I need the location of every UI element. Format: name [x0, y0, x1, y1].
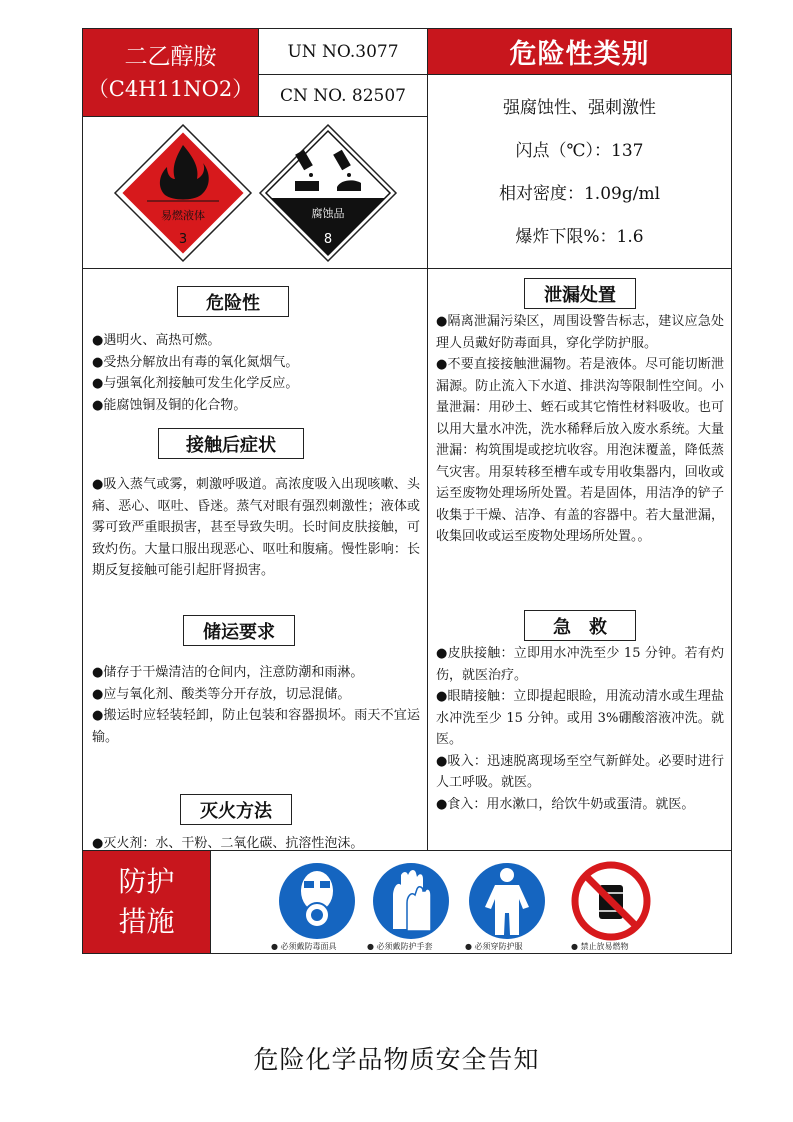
spill-section-text — [436, 311, 724, 548]
hazard-item: ●遇明火、高热可燃。 — [92, 333, 221, 348]
protection-icons-svg — [211, 851, 731, 953]
storage-item: ●应与氧化剂、酸类等分开存放，切忌混储。 — [92, 686, 351, 702]
protective-suit-caption: ● 必须穿防护服 — [465, 942, 523, 951]
right-column — [428, 269, 731, 851]
hazard-section-title: 危险性 — [177, 286, 289, 317]
first-aid-item: ●吸入：迅速脱离现场至空气新鲜处。必要时进行人工呼吸。就医。 — [436, 753, 724, 790]
spill-section-title: 泄漏处置 — [524, 278, 636, 309]
cn-number: CN NO. 82507 — [259, 75, 428, 117]
first-aid-item: ●眼睛接触：立即提起眼睑，用流动清水或生理盐水冲洗至少 15 分钟。或用 3%硼酸溶液冲洗。就医。 — [436, 689, 724, 747]
corrosive-class-number: 8 — [323, 232, 333, 247]
protection-title-cell — [83, 851, 211, 953]
un-number: UN NO.3077 — [259, 29, 428, 75]
hazard-item: ●与强氧化剂接触可发生化学反应。 — [92, 376, 299, 391]
storage-item: ●搬运时应轻装轻卸，防止包装和容器损坏。雨天不宜运输。 — [92, 708, 420, 745]
hazard-category-title: 危险性类别 — [509, 39, 650, 70]
spill-item: ●不要直接接触泄漏物。若是液体。尽可能切断泄漏源。防止流入下水道、排洪沟等限制性空间。小量泄漏：用砂土、蛭石或其它惰性材料吸收。也可以用大量水冲洗，洗水稀释后放入废水系统。大量泄漏：构筑围堤或挖坑收容。用泡沫覆盖，降低蒸气灾害。用泵转移至槽车或专用收集器内，回收或运至废物处理场所处置。若是固体，用洁净的铲子收集于干燥、洁净、有盖的容器中。若大量泄漏，收集回收或运至废物处理场所处置。。 — [436, 357, 724, 544]
property-flash-point: 闪点（℃）：137 — [515, 141, 644, 161]
symptoms-section-text — [92, 474, 420, 582]
flammable-liquid-sign — [115, 125, 251, 261]
chemical-name: 二乙醇胺 — [124, 43, 217, 70]
page-footer-title: 危险化学品物质安全告知 — [253, 1045, 540, 1074]
protection-title-line2: 措施 — [118, 905, 175, 938]
hazard-category-header — [428, 29, 731, 75]
hazard-item: ●受热分解放出有毒的氧化氮烟气。 — [92, 354, 299, 370]
storage-section-text — [92, 662, 420, 748]
hazard-diamonds — [83, 117, 428, 269]
gloves-caption: ● 必须戴防护手套 — [367, 942, 433, 951]
first-aid-section-text — [436, 643, 724, 815]
first-aid-item: ●皮肤接触：立即用水冲洗至少 15 分钟。若有灼伤，就医治疗。 — [436, 646, 724, 683]
no-flammables-icon — [575, 865, 647, 937]
left-column — [83, 269, 428, 851]
hazard-item: ●能腐蚀铜及铜的化合物。 — [92, 397, 247, 413]
protective-suit-icon — [469, 863, 545, 939]
spill-item: ●隔离泄漏污染区，周围设警告标志，建议应急处理人员戴好防毒面具，穿化学防护服。 — [436, 314, 724, 351]
storage-section-title: 储运要求 — [183, 615, 295, 646]
property-corrosivity: 强腐蚀性、强刺激性 — [503, 98, 656, 118]
hazard-signs — [83, 117, 428, 269]
hazard-properties — [428, 75, 731, 269]
symptoms-section-title: 接触后症状 — [158, 428, 304, 459]
property-explosion-limit: 爆炸下限%：1.6 — [515, 227, 644, 247]
safety-card — [82, 28, 732, 954]
hazard-section-text — [92, 330, 420, 416]
corrosive-sign — [260, 125, 396, 261]
protection-icons — [211, 851, 731, 953]
no-flammables-caption: ● 禁止放易燃物 — [571, 942, 629, 951]
property-density: 相对密度：1.09g/ml — [498, 184, 661, 204]
fire-section-title: 灭火方法 — [180, 794, 292, 825]
first-aid-item: ●食入：用水漱口，给饮牛奶或蛋清。就医。 — [436, 796, 695, 812]
storage-item: ●储存于干燥清洁的仓间内，注意防潮和雨淋。 — [92, 665, 364, 680]
gas-mask-caption: ● 必须戴防毒面具 — [271, 942, 337, 951]
flammable-label: 易燃液体 — [161, 209, 205, 222]
corrosive-label: 腐蚀品 — [311, 207, 345, 220]
symptoms-item: ●吸入蒸气或雾，刺激呼吸道。高浓度吸入出现咳嗽、头痛、恶心、呕吐、昏迷。蒸气对眼有强烈刺激性；液体或雾可致严重眼损害，甚至导致失明。长时间皮肤接触，可致灼伤。大量口服出现恶心、呕吐和腹痛。慢性影响：长期反复接触可能引起肝肾损害。 — [92, 477, 420, 578]
protection-title-line1: 防护 — [118, 865, 175, 898]
fire-item: ●灭火剂：水、干粉、二氧化碳、抗溶性泡沫。 — [92, 836, 364, 851]
first-aid-section-title: 急 救 — [524, 610, 636, 641]
chemical-name-cell — [83, 29, 259, 117]
chemical-formula: （C4H11NO2） — [87, 77, 254, 101]
gloves-icon — [373, 863, 449, 939]
flammable-class-number: 3 — [178, 232, 188, 247]
gas-mask-icon — [279, 863, 355, 939]
